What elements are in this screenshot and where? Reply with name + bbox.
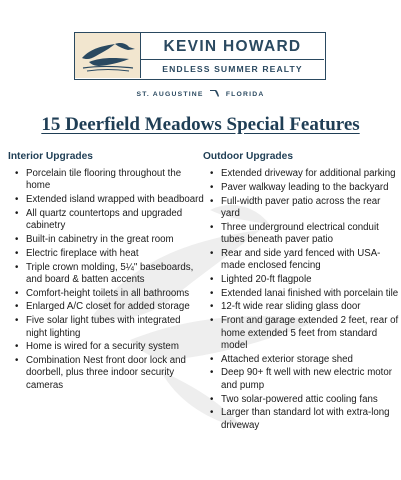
location-city: ST. AUGUSTINE (136, 91, 204, 98)
list-item: • Home is wired for a security system (8, 341, 204, 353)
location-line (0, 89, 401, 98)
list-item: • Electric fireplace with heat (8, 248, 204, 260)
outdoor-list (203, 168, 399, 432)
list-item: • Rear and side yard fenced with USA-made enclosed fencing (203, 248, 399, 273)
logo-emblem (75, 33, 141, 78)
list-item: • Comfort-height toilets in all bathrooms (8, 288, 204, 300)
logo-name: KEVIN HOWARD (163, 38, 302, 55)
list-item: • Extended driveway for additional parking (203, 168, 399, 180)
brand-logo (74, 32, 326, 80)
interior-section (8, 150, 204, 394)
outdoor-heading: Outdoor Upgrades (203, 151, 293, 162)
list-item: • Porcelain tile flooring throughout the home (8, 168, 204, 193)
logo-tagline: ENDLESS SUMMER REALTY (162, 64, 303, 74)
outdoor-section (203, 150, 399, 433)
list-item: • Attached exterior storage shed (203, 354, 399, 366)
page-title: 15 Deerfield Meadows Special Features (41, 114, 360, 135)
interior-list (8, 168, 204, 392)
list-item: • Extended lanai finished with porcelain tile (203, 288, 399, 300)
list-item: • Two solar-powered attic cooling fans (203, 394, 399, 406)
florida-icon (210, 89, 220, 97)
list-item: • Front and garage extended 2 feet, rear of home extended 5 feet from standard model (203, 315, 399, 352)
list-item: • Three underground electrical conduit tubes beneath paver patio (203, 222, 399, 247)
list-item: • Full-width paver patio across the rear yard (203, 196, 399, 221)
pelican-icon (79, 38, 137, 73)
list-item: • 12-ft wide rear sliding glass door (203, 301, 399, 313)
list-item: • Deep 90+ ft well with new electric motor and pump (203, 367, 399, 392)
list-item: • Combination Nest front door lock and doorbell, plus three indoor security cameras (8, 355, 204, 392)
list-item: • Built-in cabinetry in the great room (8, 234, 204, 246)
list-item: • Triple crown molding, 5¼" baseboards, and board & batten accents (8, 262, 204, 287)
list-item: • All quartz countertops and upgraded cabinetry (8, 208, 204, 233)
list-item: • Paver walkway leading to the backyard (203, 182, 399, 194)
list-item: • Lighted 20-ft flagpole (203, 274, 399, 286)
interior-heading: Interior Upgrades (8, 151, 93, 162)
list-item: • Larger than standard lot with extra-long driveway (203, 407, 399, 432)
logo-divider (141, 59, 324, 60)
list-item: • Extended island wrapped with beadboard (8, 194, 204, 206)
list-item: • Five solar light tubes with integrated night lighting (8, 315, 204, 340)
location-state: FLORIDA (225, 91, 265, 98)
list-item: • Enlarged A/C closet for added storage (8, 301, 204, 313)
